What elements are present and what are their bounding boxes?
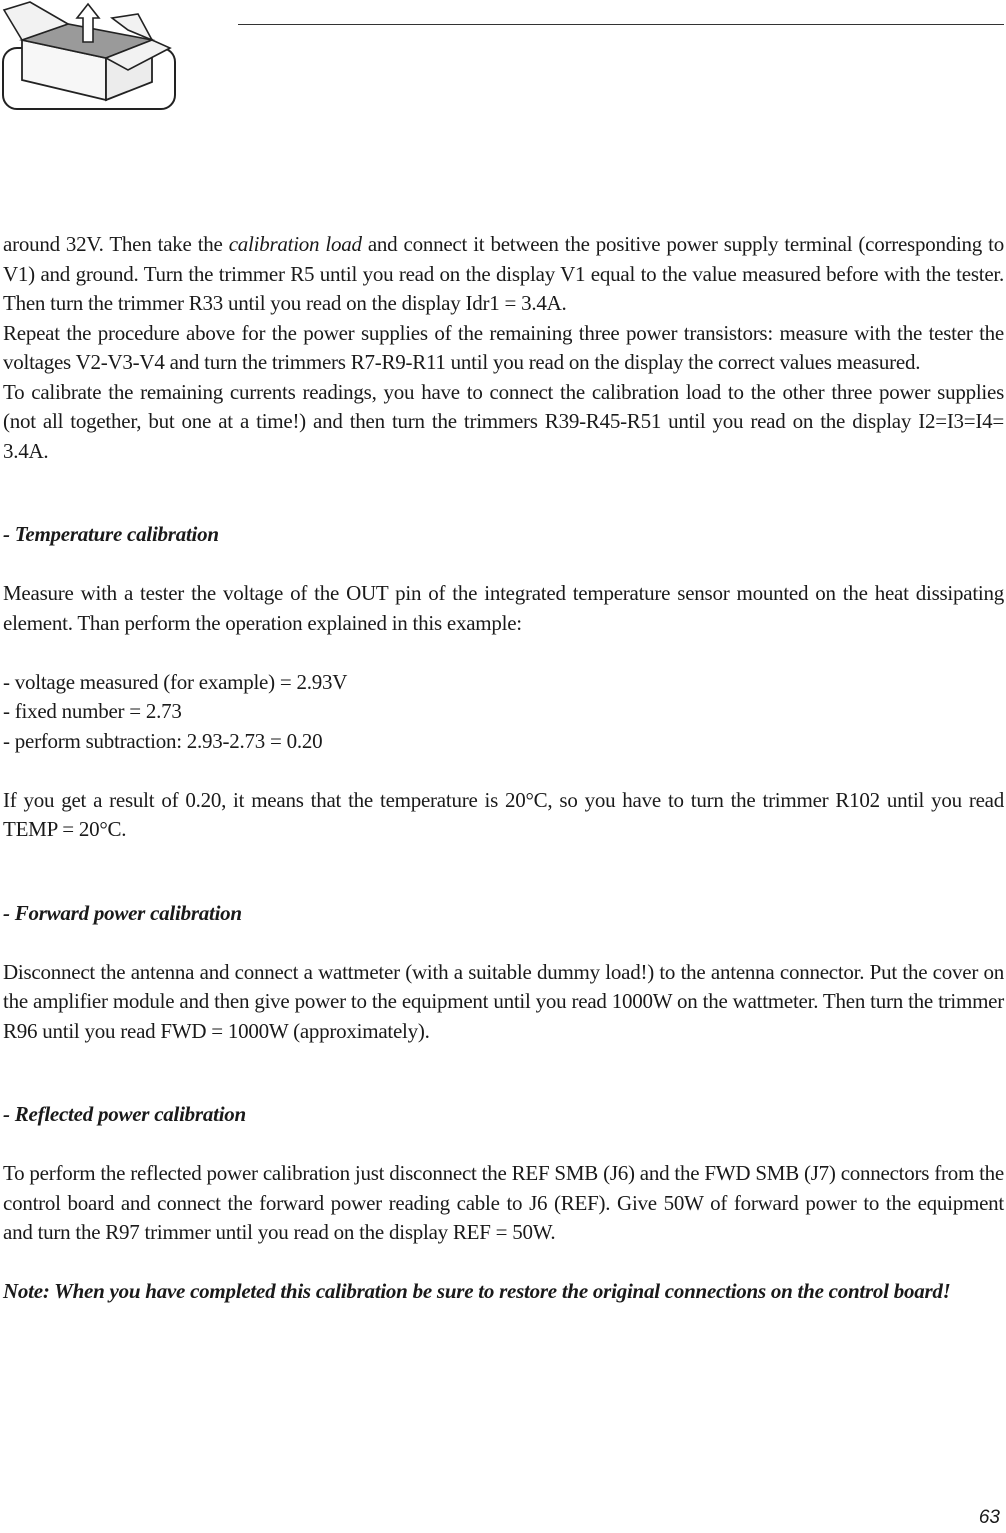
temperature-calibration-result: If you get a result of 0.20, it means that the temperature is 20°C, so you have to turn the trimmer R102 until you read TEMP = 20°C. [3, 787, 1004, 841]
example-line-3: - perform subtraction: 2.93-2.73 = 0.20 [3, 728, 323, 753]
restore-connections-note: Note: When you have completed this calibration be sure to restore the original connections on the control board! [3, 1279, 951, 1303]
example-line-1: - voltage measured (for example) = 2.93V [3, 669, 348, 694]
intro-paragraph-1: around 32V. Then take the calibration load and connect it between the positive power supply terminal (corresponding to V1) and ground. Turn the trimmer R5 until you read on the display V1 equal to the value measured before with the tester. Then turn the trimmer R33 until you read on the display Idr1 = 3.4A. [3, 232, 1004, 315]
temperature-calibration-body: Measure with a tester the voltage of the OUT pin of the integrated temperature sensor mounted on the heat dissipating element. Than perform the operation explained in this example: [3, 581, 1004, 635]
calibration-load-term: calibration load [228, 232, 362, 256]
reflected-power-calibration-heading: - Reflected power calibration [3, 1102, 246, 1126]
open-box-icon [0, 0, 180, 112]
intro-paragraph-3: To calibrate the remaining currents readings, you have to connect the calibration load to the other three power supplies (not all together, but one at a time!) and then turn the trimmers R39-R45-R51 until you read on the display I2=I3=I4= 3.4A. [3, 379, 1004, 463]
reflected-power-calibration-body: To perform the reflected power calibration just disconnect the REF SMB (J6) and the FWD SMB (J7) connectors from the control board and connect the forward power reading cable to J6 (REF). Give 50W of forward power to the equipment and turn the R97 trimmer until you read on the display REF = 50W. [3, 1161, 1004, 1244]
header-rule [238, 24, 1004, 25]
forward-power-calibration-heading: - Forward power calibration [3, 900, 242, 925]
example-line-2: - fixed number = 2.73 [3, 699, 182, 723]
temperature-calibration-heading: - Temperature calibration [3, 522, 219, 546]
page-content [3, 230, 1004, 1307]
forward-power-calibration-body: Disconnect the antenna and connect a wattmeter (with a suitable dummy load!) to the antenna connector. Put the cover on the amplifier module and then give power to the equipment until you read 1000W on the wattmeter. Then turn the trimmer R96 until you read FWD = 1000W (approximately). [3, 959, 1004, 1043]
page-number: 63 [978, 1507, 1000, 1528]
intro-paragraph-2: Repeat the procedure above for the power supplies of the remaining three power transistors: measure with the tester the voltages V2-V3-V4 and turn the trimmers R7-R9-R11 until you read on the display the correct values measured. [3, 320, 1004, 374]
